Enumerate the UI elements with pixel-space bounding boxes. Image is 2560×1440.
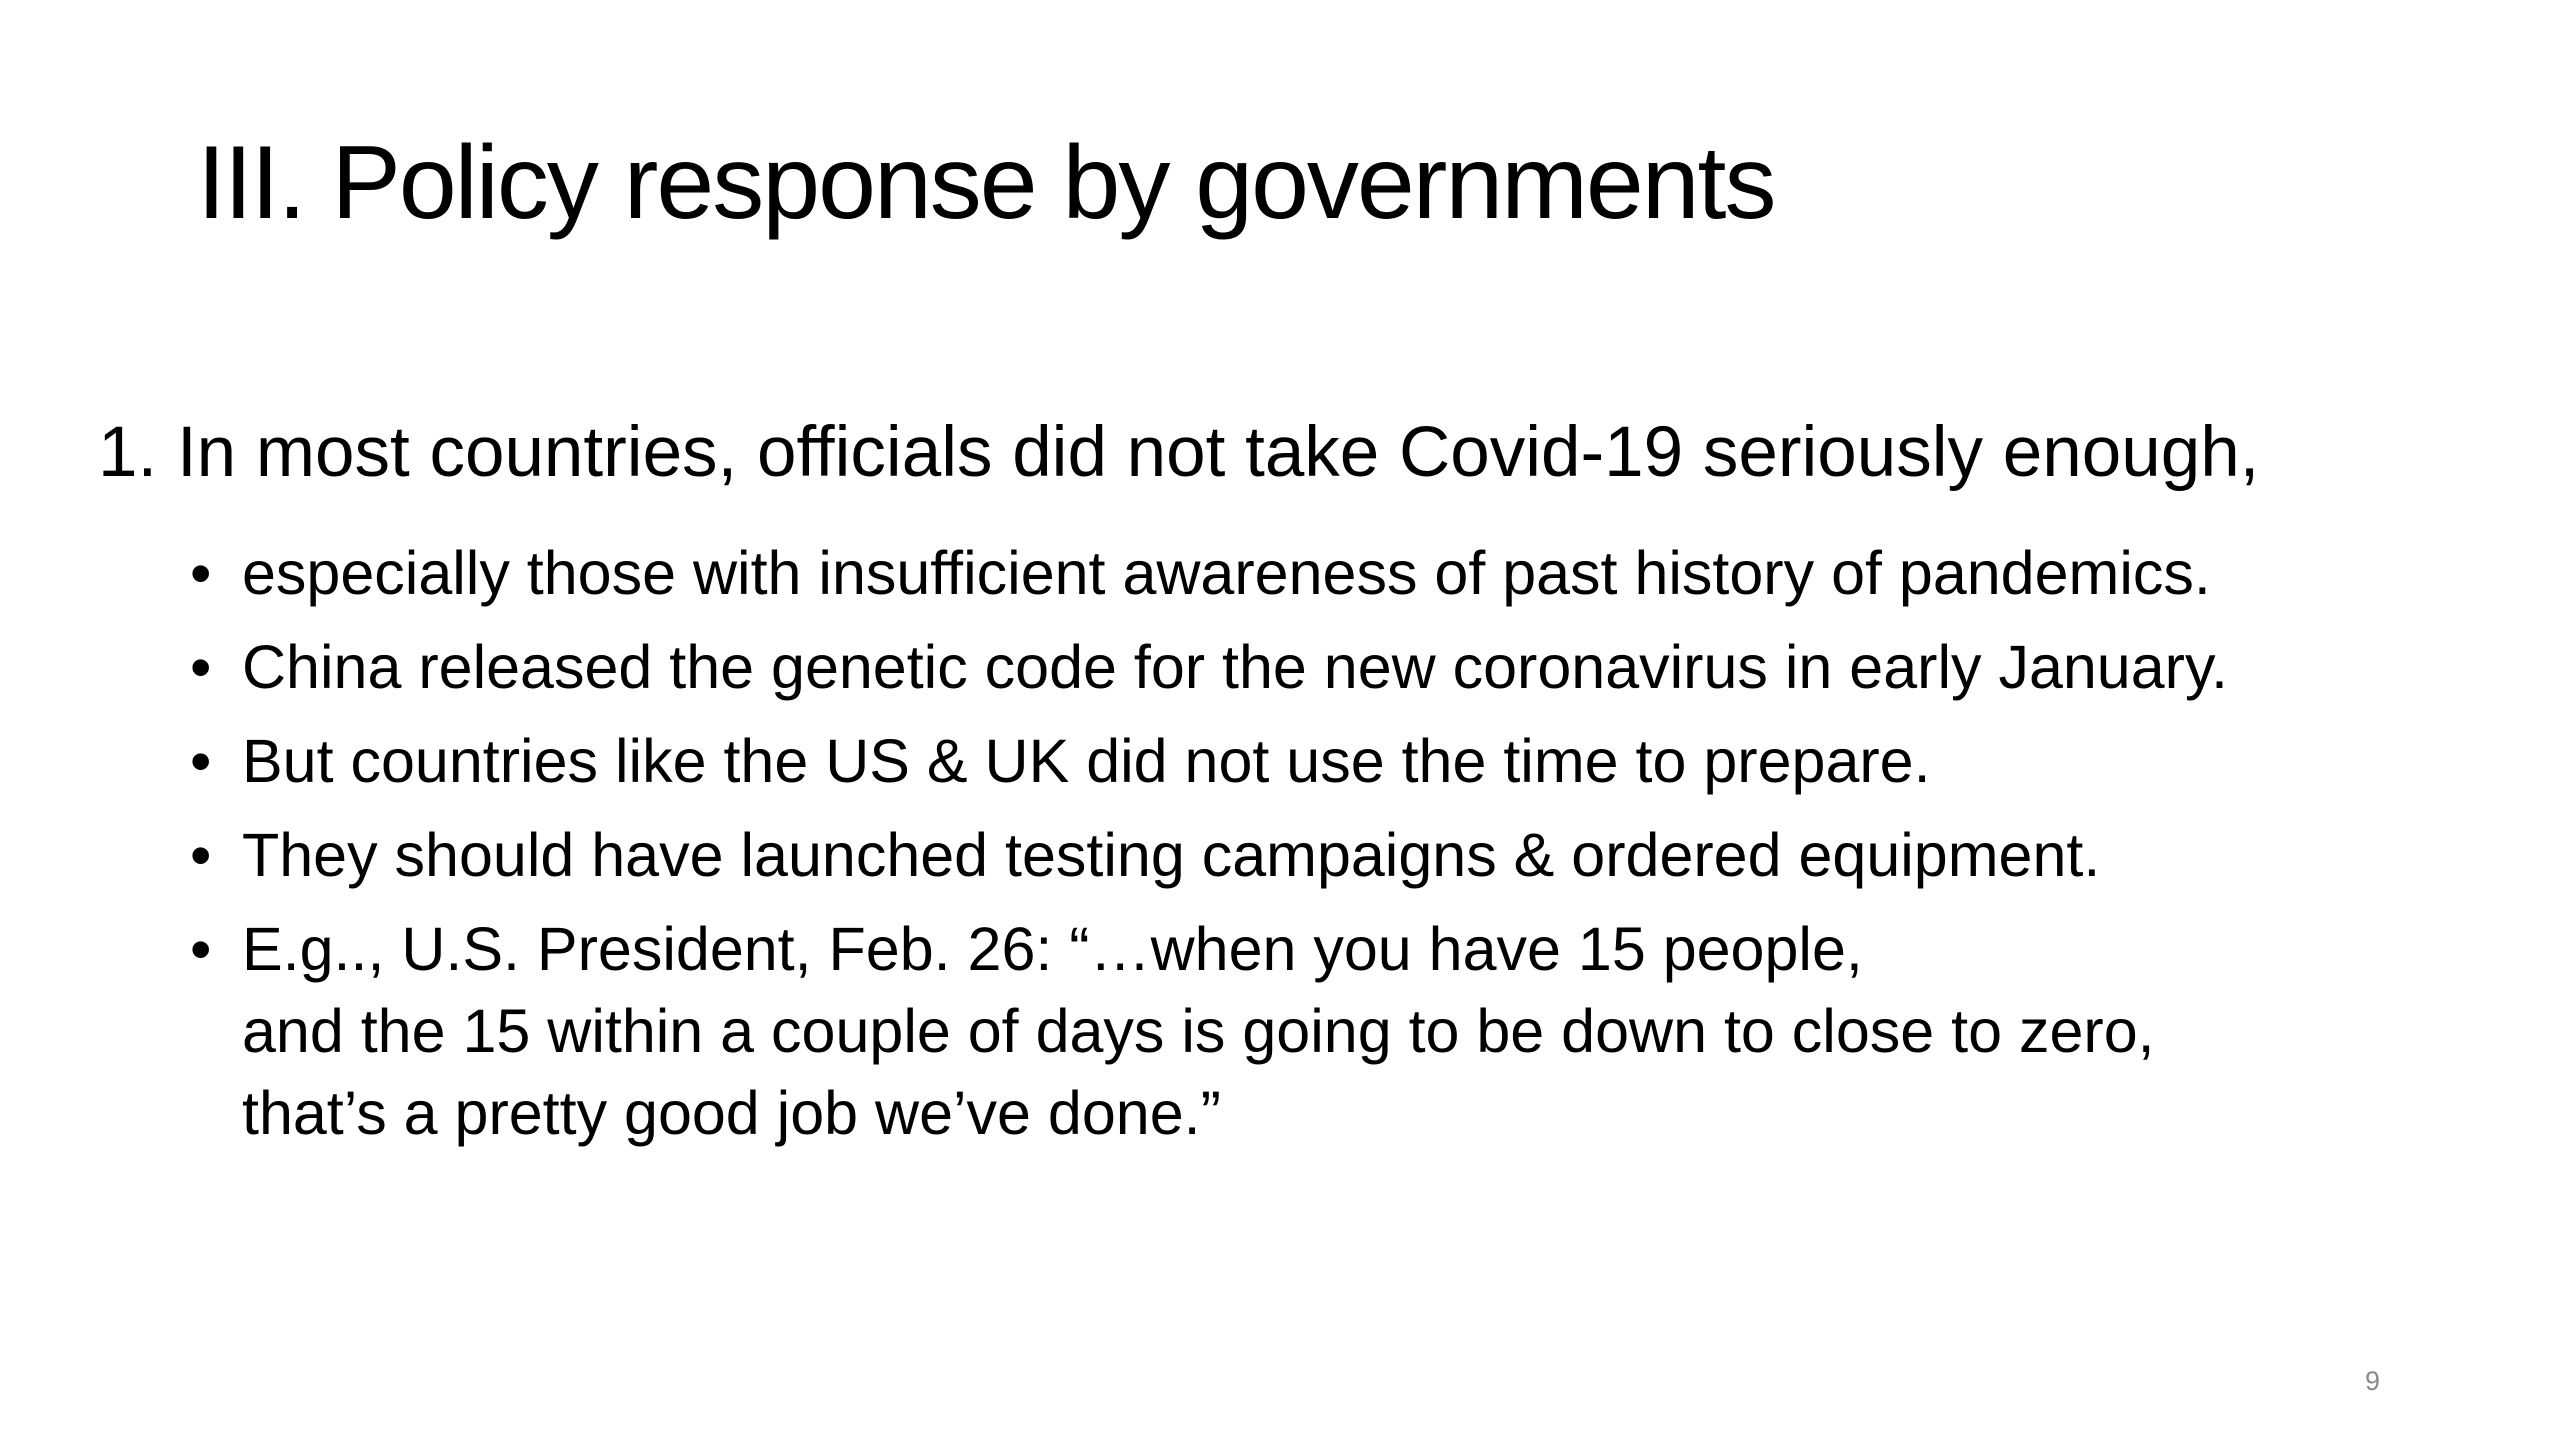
bullet-icon: • [190,915,212,983]
bullet-icon: • [190,633,212,701]
bullet-item-quote [190,908,2490,1154]
quote-line: and the 15 within a couple of days is going to be down to close to zero, [242,997,2155,1065]
bullet-item [190,626,2490,708]
quote-line: E.g.., U.S. President, Feb. 26: “…when you have 15 people, [242,915,1863,983]
bullet-text: especially those with insufficient awareness of past history of pandemics. [242,539,2211,607]
quote-line: that’s a pretty good job we’ve done.” [242,1079,1221,1147]
page-number: 9 [2364,1366,2380,1396]
bullet-icon: • [190,727,212,795]
bullet-text: They should have launched testing campaigns & ordered equipment. [242,821,2101,889]
numbered-point: 1. In most countries, officials did not take Covid-19 seriously enough, [98,413,2260,492]
bullet-text: But countries like the US & UK did not use the time to prepare. [242,727,1931,795]
bullet-item [190,532,2490,614]
bullet-text: China released the genetic code for the new coronavirus in early January. [242,633,2228,701]
bullet-item [190,814,2490,896]
bullet-list [190,532,2490,1166]
bullet-item [190,720,2490,802]
bullet-icon: • [190,539,212,607]
bullet-icon: • [190,821,212,889]
slide-title: III. Policy response by governments [197,125,1775,241]
